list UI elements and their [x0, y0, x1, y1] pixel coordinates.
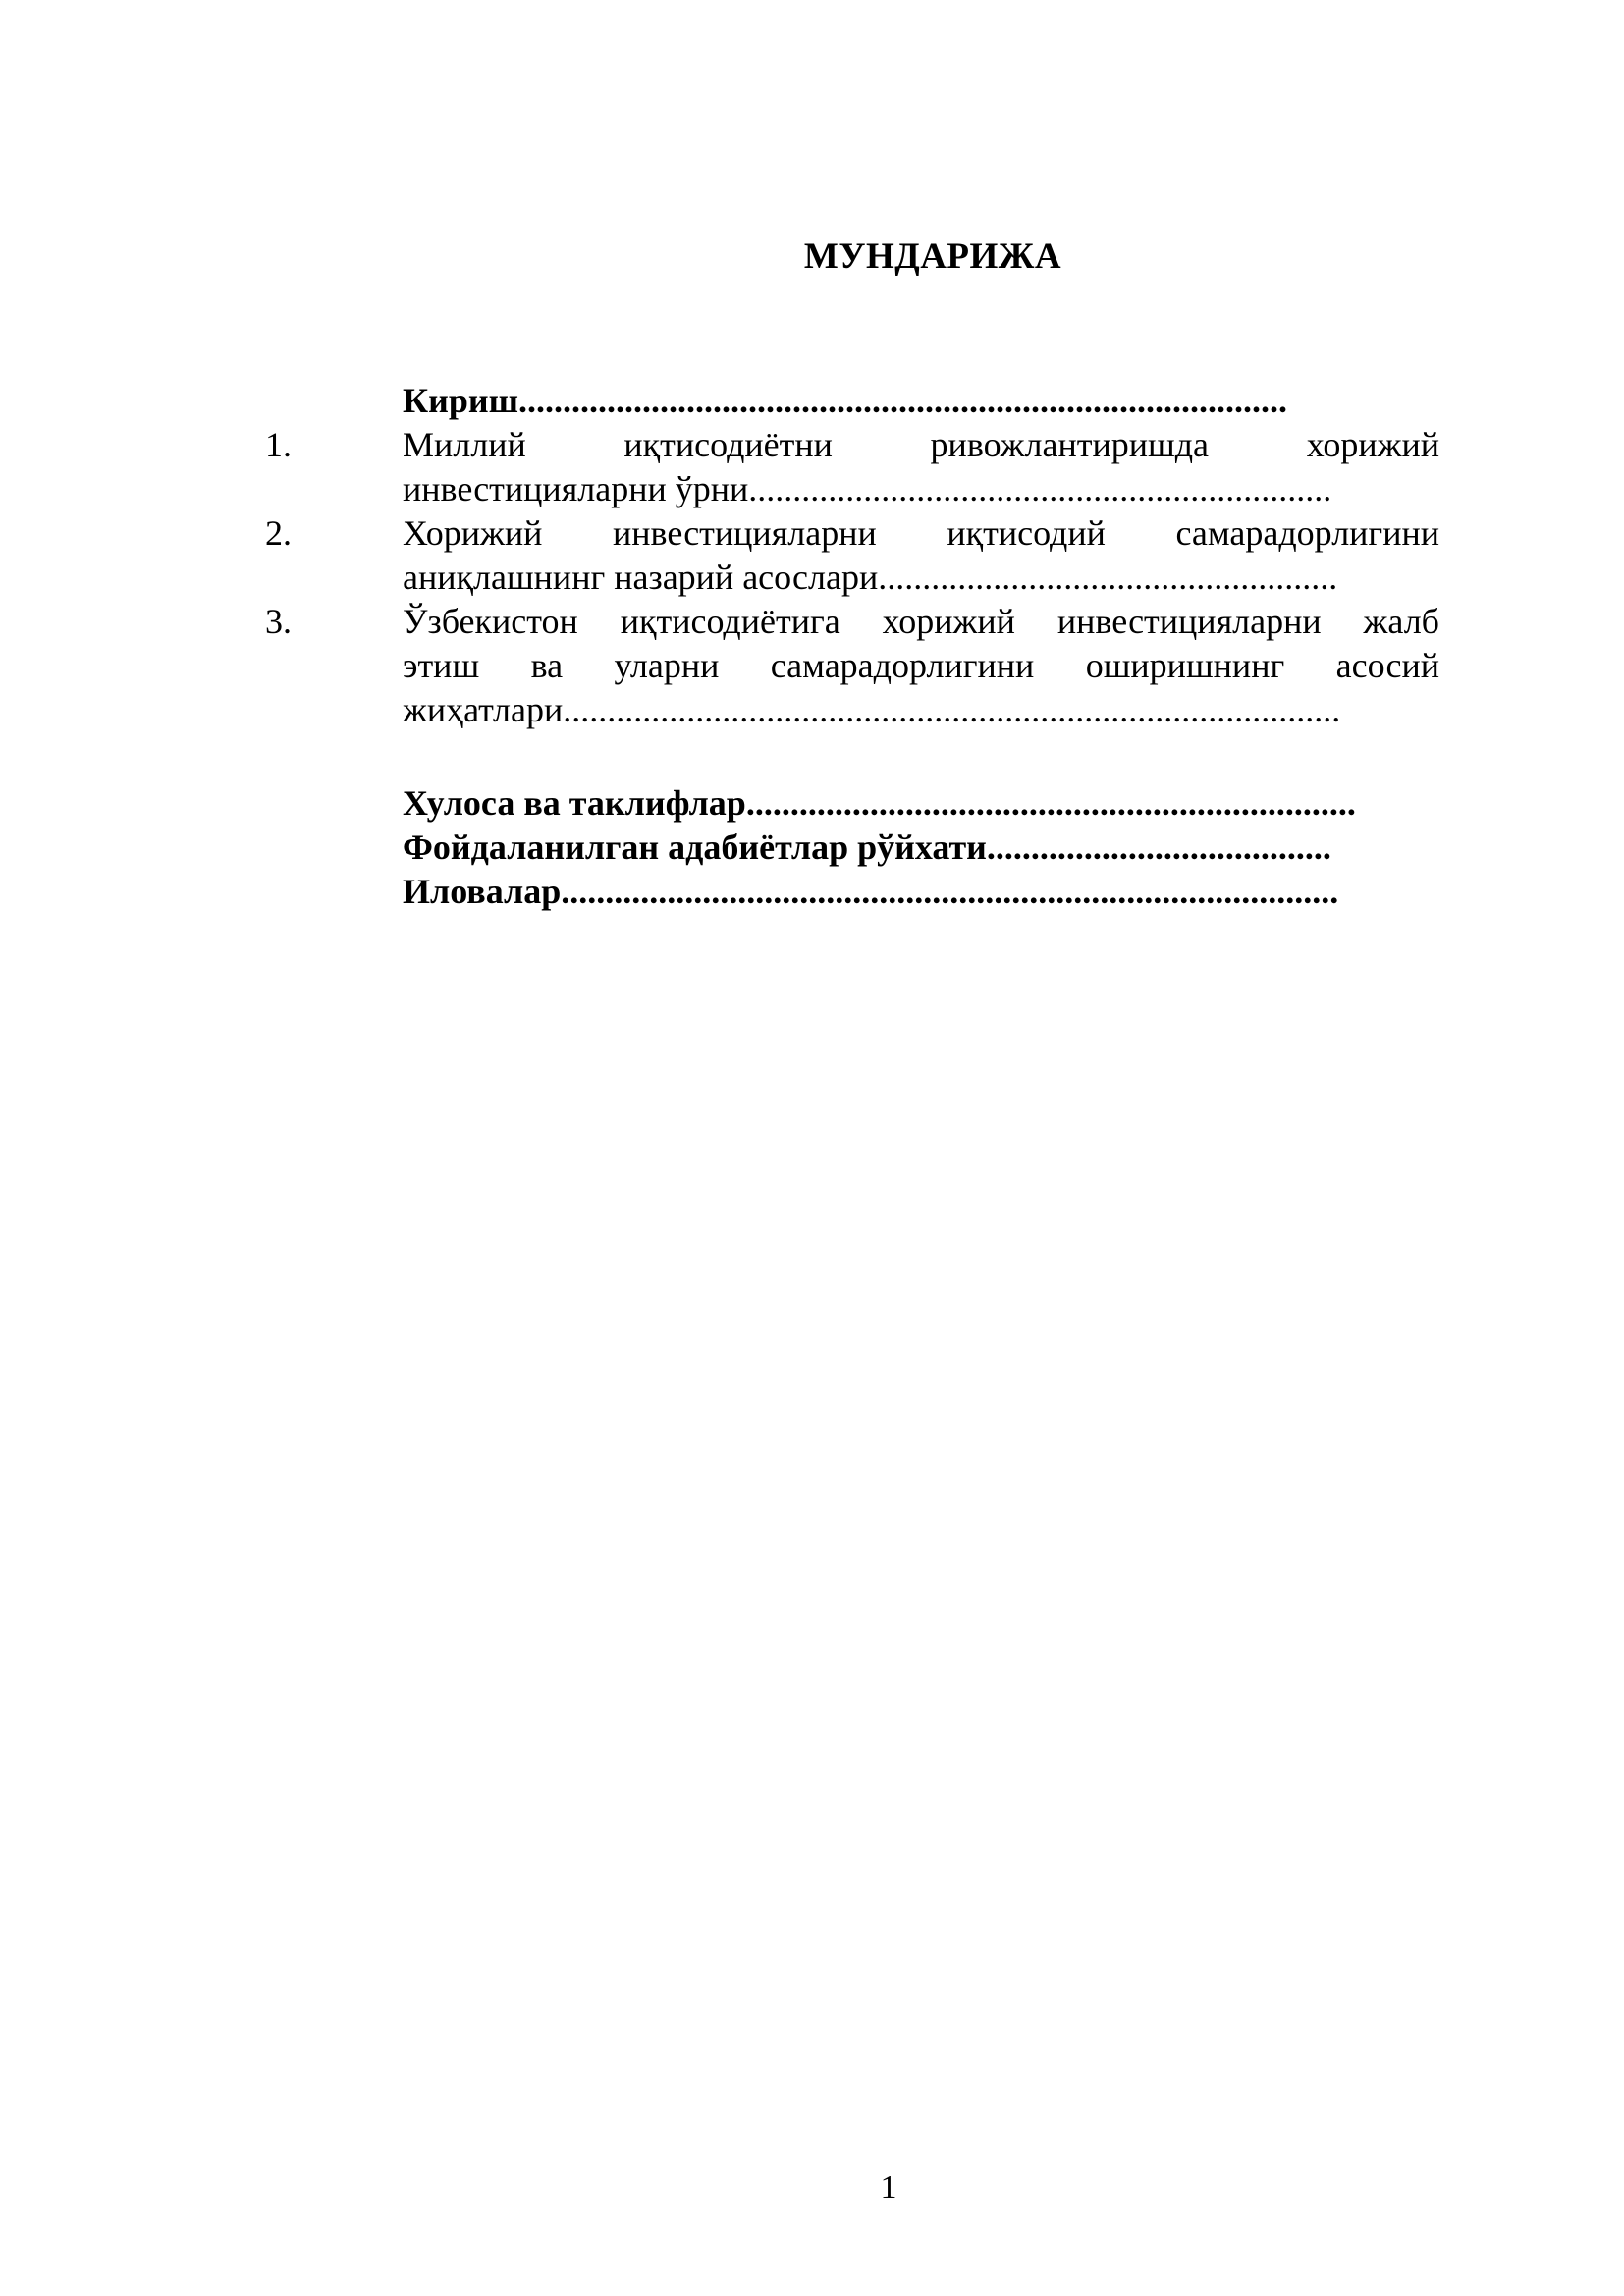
toc-entry-1	[265, 423, 1443, 511]
toc-entry-line: Миллий иқтисодиётни ривожлантиришда хорижий	[403, 425, 1439, 464]
toc-entry-intro	[265, 379, 1443, 423]
toc-entry-conclusion	[265, 781, 1443, 826]
toc-intro-label: Кириш.......................................................................................	[403, 381, 1288, 420]
toc-entry-number: 2.	[265, 513, 292, 553]
toc-entry-2	[265, 511, 1443, 600]
page-number: 1	[880, 2169, 897, 2206]
toc-entry-line: Хорижий инвестицияларни иқтисодий самарадорлигини	[403, 513, 1439, 553]
table-of-contents	[265, 379, 1443, 914]
spacer	[265, 732, 1443, 781]
toc-entry-line: Ўзбекистон иқтисодиётига хорижий инвестицияларни жалб	[403, 602, 1439, 641]
toc-entry-line: жиҳатлари........................................................................................	[403, 690, 1341, 729]
toc-appendices-label: Иловалар........................................................................................	[403, 872, 1339, 911]
toc-references-label: Фойдаланилган адабиётлар рўйхати.......................................	[403, 828, 1331, 867]
toc-entry-appendices	[265, 870, 1443, 914]
toc-entry-number: 3.	[265, 602, 292, 641]
toc-entry-line: аниқлашнинг назарий асослари....................................................	[403, 558, 1338, 597]
toc-entry-number: 1.	[265, 425, 292, 464]
toc-conclusion-label: Хулоса ва таклифлар.....................................................................	[403, 783, 1356, 823]
toc-entry-line: инвестицияларни ўрни..................................................................	[403, 469, 1332, 508]
toc-entry-3	[265, 600, 1443, 732]
toc-entry-line: этиш ва уларни самарадорлигини оширишнинг асосий	[403, 646, 1439, 685]
toc-entry-references	[265, 826, 1443, 870]
page-title: МУНДАРИЖА	[803, 237, 1062, 277]
